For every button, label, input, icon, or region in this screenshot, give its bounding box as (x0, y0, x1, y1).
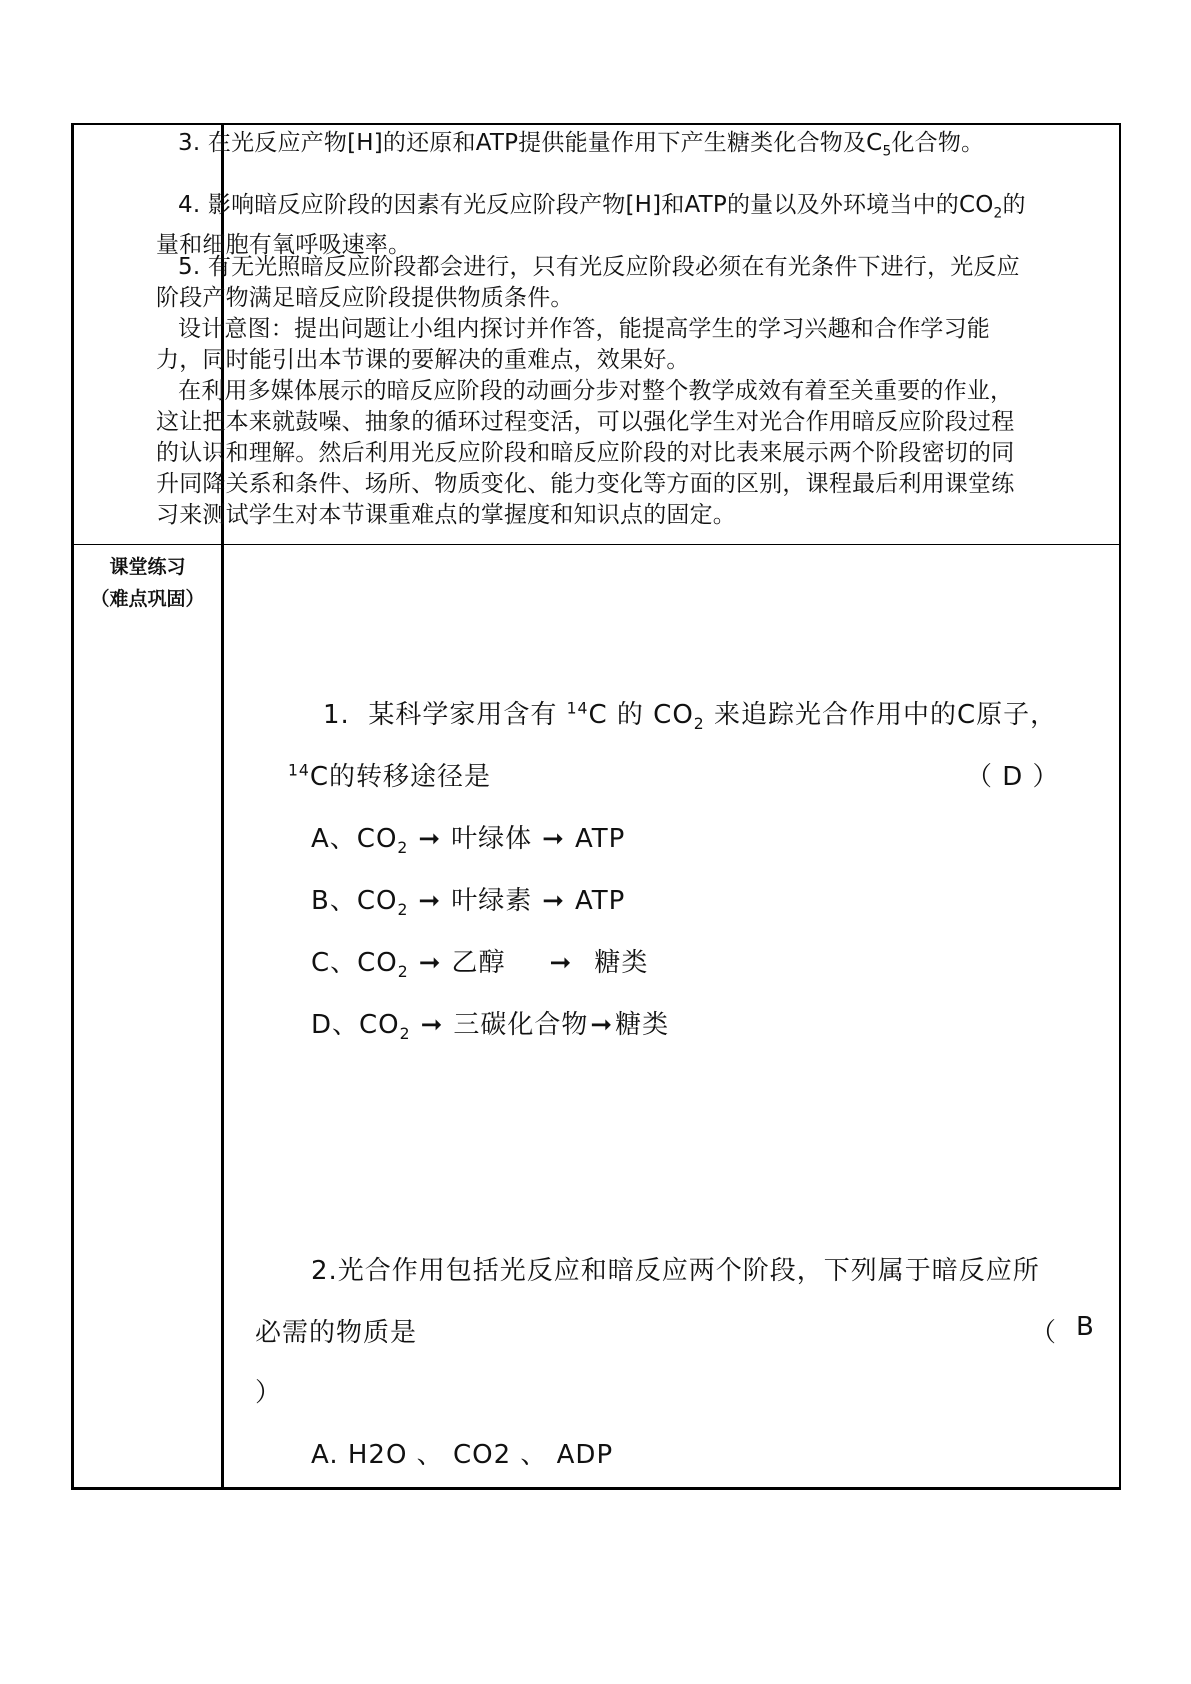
q2-answer-close: ） (255, 1378, 283, 1408)
q1-option-b: B、$CO_2$ ➞ 叶绿素 ➞ ATP (311, 886, 626, 920)
design-point-5: 5. 有无光照暗反应阶段都会进行，只有光反应阶段必须在有光条件下进行，光反应阶段产物满足暗反应阶段提供物质条件。 (156, 254, 1020, 311)
q1-answer: （ D ） (966, 762, 1060, 792)
arrow-icon: ➞ (542, 886, 565, 916)
q2-stem-line2: 必需的物质是 (255, 1318, 418, 1348)
q2-answer-letter: B (1076, 1312, 1095, 1342)
q1-option-a: A、$CO_2$ ➞ 叶绿体 ➞ ATP (311, 824, 626, 858)
section-label-line1: 课堂练习 (109, 556, 186, 578)
arrow-icon: ➞ (420, 1010, 444, 1040)
arrow-icon: ➞ (590, 1010, 614, 1040)
design-point-3: 3. 在光反应产物[H]的还原和ATP提供能量作用下产生糖类化合物及$C_5$化合物。 (178, 130, 985, 160)
arrow-icon: ➞ (418, 886, 442, 916)
q1-stem-line2: $^{14}$C的转移途径是 (288, 761, 491, 792)
section-label-line2: （难点巩固） (90, 588, 205, 610)
summary-paragraph: 在利用多媒体展示的暗反应阶段的动画分步对整个教学成效有着至关重要的作业，这让把本来就鼓噪、抽象的循环过程变活，可以强化学生对光合作用暗反应阶段过程的认识和理解。然后利用光反应阶段和暗反应阶段的对比表来展示两个阶段密切的同升同降关系和条件、场所、物质变化、能力变化等方面的区别，课程最后利用课堂练习来测试学生对本节课重难点的掌握度和知识点的固定。 (156, 378, 1015, 528)
q2-option-a: A. H2O 、 CO2 、 ADP (311, 1440, 614, 1470)
arrow-icon: ➞ (549, 948, 573, 978)
q1-stem-line1: 1. 某科学家用含有 $^{14}$C 的 $CO_2$ 来追踪光合作用中的C原子， (323, 699, 1058, 734)
q1-option-c: C、$CO_2$ ➞ 乙醇 ➞ 糖类 (311, 948, 649, 982)
design-intent: 设计意图：提出问题让小组内探讨并作答，能提高学生的学习兴趣和合作学习能力，同时能引出本节课的要解决的重难点，效果好。 (156, 316, 990, 373)
arrow-icon: ➞ (542, 824, 565, 854)
q1-option-d: D、$CO_2$ ➞ 三碳化合物➞糖类 (311, 1010, 670, 1044)
q2-answer-open: （ (1030, 1318, 1058, 1348)
q2-stem-line1: 2.光合作用包括光反应和暗反应两个阶段，下列属于暗反应所 (311, 1256, 1040, 1286)
arrow-icon: ➞ (418, 824, 442, 854)
section-label-cell (74, 551, 221, 615)
design-point-4: 4. 影响暗反应阶段的因素有光反应阶段产物[H]和ATP的量以及外环境当中的$CO_2$的量和细胞有氧呼吸速率。 (156, 192, 1026, 258)
row-divider (74, 544, 1119, 545)
arrow-icon: ➞ (418, 948, 442, 978)
